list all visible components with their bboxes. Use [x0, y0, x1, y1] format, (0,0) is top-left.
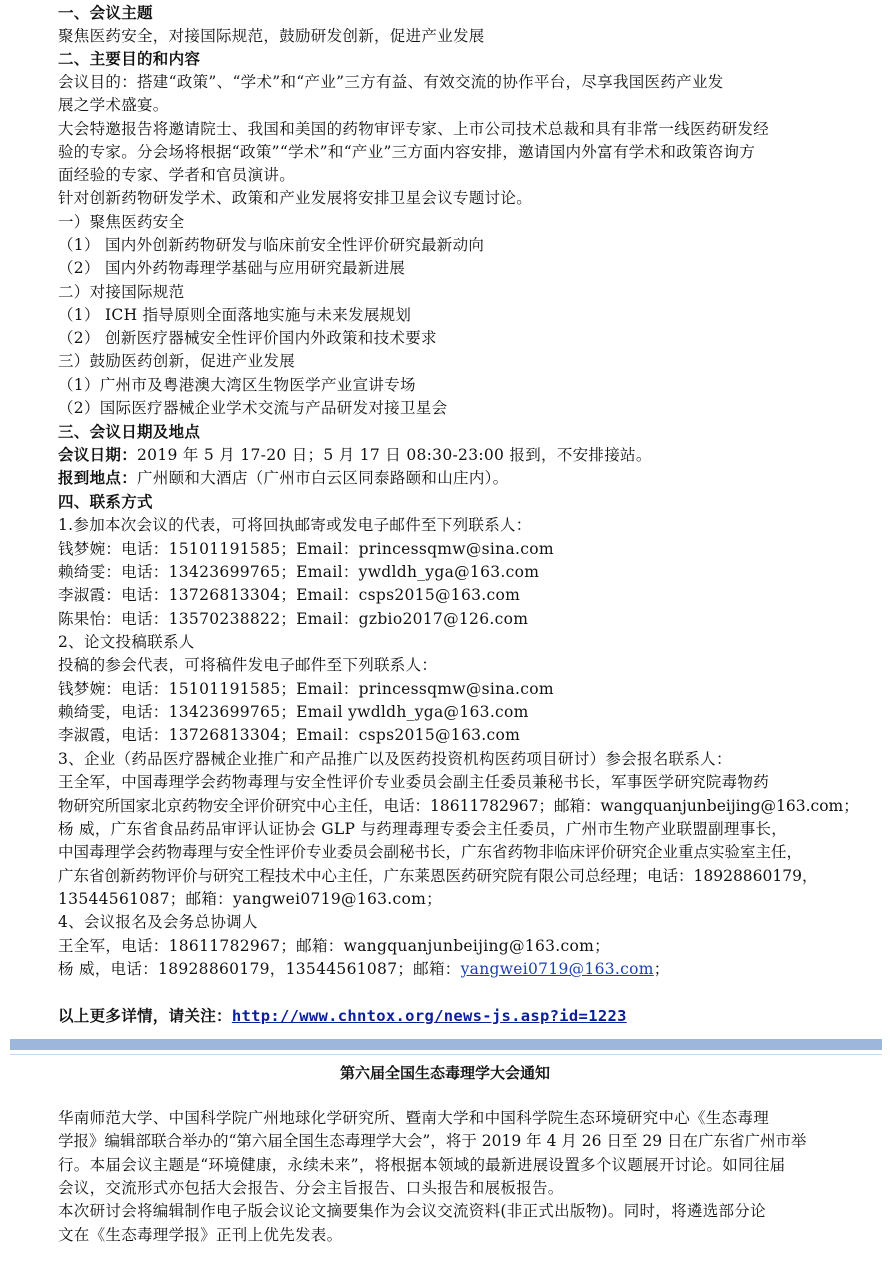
contact-intro: 1.参加本次会议的代表，可将回执邮寄或发电子邮件至下列联系人： [58, 516, 532, 534]
theme-text: 聚焦医药安全，对接国际规范，鼓励研发创新，促进产业发展 [58, 27, 485, 45]
contact-person-text: 杨 威，电话：18928860179，13544561087；邮箱： [58, 960, 461, 978]
topic-item: （2）国际医疗器械企业学术交流与产品研发对接卫星会 [58, 399, 448, 417]
section-heading-contact: 四、联系方式 [58, 493, 153, 511]
notice-para-line: 文在《生态毒理学报》正刊上优先发表。 [58, 1226, 343, 1244]
contact-person: 中国毒理学会药物毒理与安全性评价专业委员会副秘书长，广东省药物非临床评价研究企业重点实验室主任， [58, 843, 803, 861]
contact-intro: 2、论文投稿联系人 [58, 633, 195, 651]
topic-heading: 二）对接国际规范 [58, 283, 185, 301]
contact-person: 李淑霞，电话：13726813304；Email：csps2015@163.com [58, 726, 521, 744]
contact-person: 赖绮雯：电话：13423699765；Email：ywdldh_yga@163.com [58, 563, 540, 581]
topic-heading: 一）聚焦医药安全 [58, 213, 185, 231]
contact-person: 钱梦婉：电话：15101191585；Email：princessqmw@sina.com [58, 540, 554, 558]
purpose-para-line: 验的专家。分会场将根据“政策”“学术”和“产业”三方面内容安排，邀请国内外富有学术和政策咨询方 [58, 143, 756, 161]
section-divider-thin [10, 1054, 882, 1055]
more-info-line [58, 1005, 872, 1028]
date-text: 2019 年 5 月 17-20 日；5 月 17 日 08:30-23:00 报到，不安排接站。 [137, 446, 652, 464]
notice-para-line: 学报》编辑部联合举办的“第六届全国生态毒理学大会”，将于 2019 年 4 月 26 日至 29 日在广东省广州市举 [58, 1132, 807, 1150]
contact-person: 陈果怡：电话：13570238822；Email：gzbio2017@126.com [58, 610, 529, 628]
contact-person: 王全军，电话：18611782967；邮箱：wangquanjunbeijing@163.com； [58, 937, 610, 955]
contact-person: 王全军，中国毒理学会药物毒理与安全性评价专业委员会副主任委员兼秘书长，军事医学研究院毒物药 [58, 773, 770, 791]
topic-item: （2） 创新医疗器械安全性评价国内外政策和技术要求 [58, 329, 437, 347]
contact-person: 李淑霞：电话：13726813304；Email：csps2015@163.com [58, 586, 521, 604]
notice-para-line: 本次研讨会将编辑制作电子版会议论文摘要集作为会议交流资料(非正式出版物)。同时，将遴选部分论 [58, 1202, 766, 1220]
section-divider [10, 1039, 882, 1050]
contact-person: 赖绮雯，电话：13423699765；Email ywdldh_yga@163.com [58, 703, 529, 721]
contact-person-suffix: ； [653, 960, 670, 978]
notice-para-line: 行。本届会议主题是“环境健康，永续未来”，将根据本领域的最新进展设置多个议题展开讨论。如同往届 [58, 1156, 786, 1174]
meeting-date-line [58, 444, 872, 467]
purpose-para-line: 面经验的专家、学者和官员演讲。 [58, 166, 296, 184]
section-heading-theme: 一、会议主题 [58, 4, 153, 22]
more-info-label: 以上更多详情，请关注： [58, 1007, 232, 1025]
topic-item: （2） 国内外药物毒理学基础与应用研究最新进展 [58, 259, 406, 277]
email-link[interactable]: yangwei0719@163.com [460, 960, 654, 978]
contact-person: 钱梦婉：电话：15101191585；Email：princessqmw@sina.com [58, 680, 554, 698]
purpose-para-line: 针对创新药物研发学术、政策和产业发展将安排卫星会议专题讨论。 [58, 189, 533, 207]
contact-intro: 4、会议报名及会务总协调人 [58, 913, 258, 931]
date-label: 会议日期： [58, 446, 138, 464]
contact-person: 13544561087；邮箱：yangwei0719@163.com； [58, 890, 442, 908]
meeting-place-line [58, 467, 872, 490]
purpose-para-line: 展之学术盛宴。 [58, 96, 169, 114]
section-heading-purpose: 二、主要目的和内容 [58, 50, 201, 68]
place-text: 广州颐和大酒店（广州市白云区同泰路颐和山庄内）。 [137, 469, 509, 487]
purpose-para-line: 会议目的：搭建“政策”、“学术”和“产业”三方有益、有效交流的协作平台，尽享我国医药产业发 [58, 73, 724, 91]
purpose-para-line: 大会特邀报告将邀请院士、我国和美国的药物审评专家、上市公司技术总裁和具有非常一线医药研发经 [58, 120, 770, 138]
contact-intro: 3、企业（药品医疗器械企业推广和产品推广以及医药投资机构医药项目研讨）参会报名联系人： [58, 750, 732, 768]
contact-person [58, 958, 872, 981]
more-info-link[interactable]: http://www.chntox.org/news-js.asp?id=1223 [231, 1007, 627, 1025]
section-heading-date: 三、会议日期及地点 [58, 423, 201, 441]
notice-title: 第六届全国生态毒理学大会通知 [339, 1064, 550, 1082]
place-label: 报到地点： [58, 469, 138, 487]
contact-intro: 投稿的参会代表，可将稿件发电子邮件至下列联系人： [58, 656, 438, 674]
notice-para-line: 华南师范大学、中国科学院广州地球化学研究所、暨南大学和中国科学院生态环境研究中心《生态毒理 [58, 1109, 770, 1127]
topic-item: （1） 国内外创新药物研发与临床前安全性评价研究最新动向 [58, 236, 485, 254]
contact-person: 物研究所国家北京药物安全评价研究中心主任，电话：18611782967；邮箱：wangquanjunbeijing@163.com； [58, 797, 859, 815]
topic-heading: 三）鼓励医药创新，促进产业发展 [58, 352, 296, 370]
topic-item: （1）广州市及粤港澳大湾区生物医学产业宣讲专场 [58, 376, 416, 394]
topic-item: （1） ICH 指导原则全面落地实施与未来发展规划 [58, 306, 412, 324]
contact-person: 广东省创新药物评价与研究工程技术中心主任，广东莱恩医药研究院有限公司总经理；电话：18928860179， [58, 867, 818, 885]
contact-person: 杨 威，广东省食品药品审评认证协会 GLP 与药理毒理专委会主任委员，广州市生物产业联盟副理事长， [58, 820, 788, 838]
notice-para-line: 会议，交流形式亦包括大会报告、分会主旨报告、口头报告和展板报告。 [58, 1179, 564, 1197]
